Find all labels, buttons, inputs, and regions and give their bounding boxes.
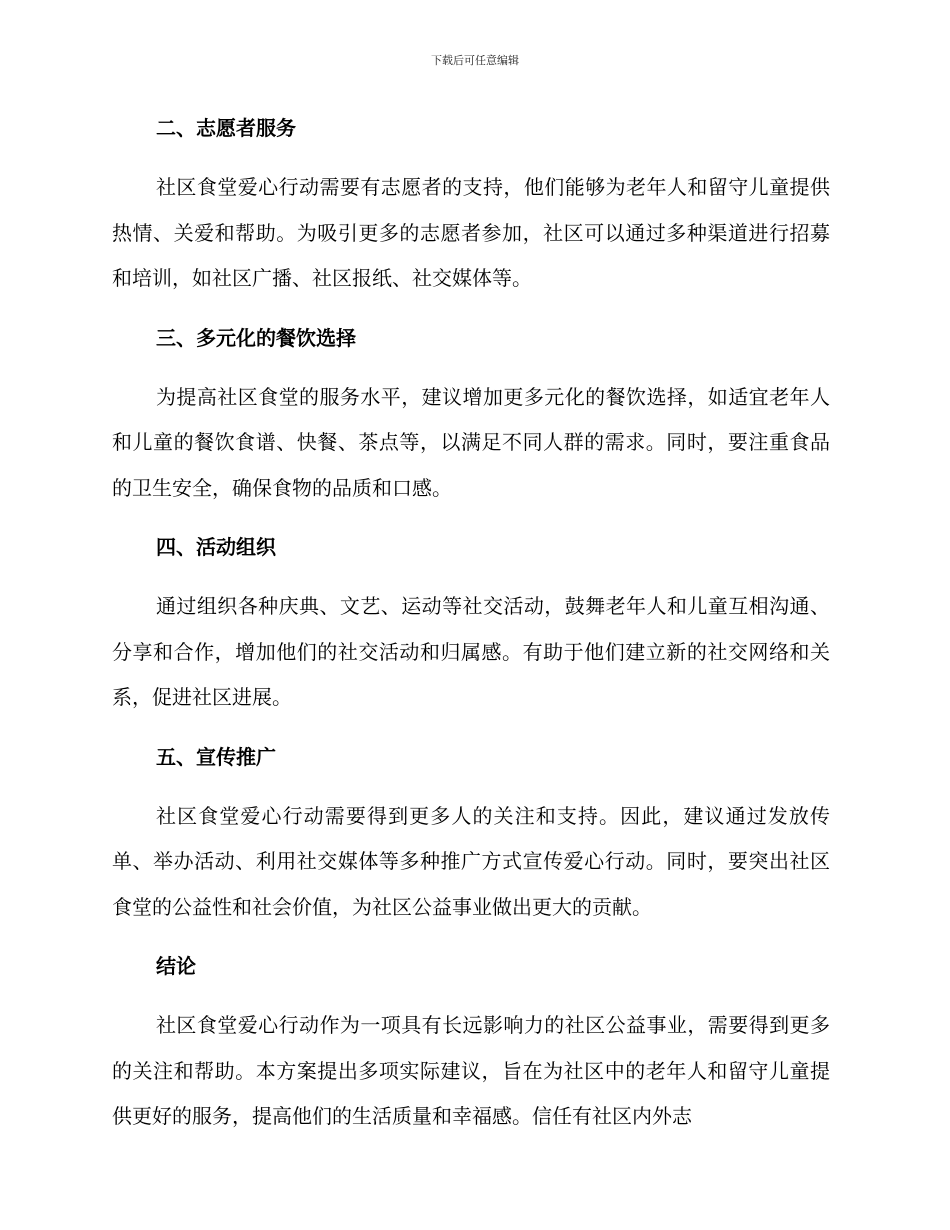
section-paragraph-conclusion: 社区食堂爱心行动作为一项具有长远影响力的社区公益事业，需要得到更多的关注和帮助。本方案提出多项实际建议，旨在为社区中的老年人和留守儿童提供更好的服务，提高他们的生活质量和幸福感。信任有社区内外志 <box>112 1013 830 1128</box>
section-paragraph-activity-organization: 通过组织各种庆典、文艺、运动等社交活动，鼓舞老年人和儿童互相沟通、分享和合作，增加他们的社交活动和归属感。有助于他们建立新的社交网络和关系，促进社区进展。 <box>112 594 830 709</box>
page-header: 下载后可任意编辑 <box>431 54 519 67</box>
section-paragraph-diverse-dining: 为提高社区食堂的服务水平，建议增加更多元化的餐饮选择，如适宜老年人和儿童的餐饮食谱、快餐、茶点等，以满足不同人群的需求。同时，要注重食品的卫生安全，确保食物的品质和口感。 <box>112 384 830 500</box>
section-paragraph-volunteer-service: 社区食堂爱心行动需要有志愿者的支持，他们能够为老年人和留守儿童提供热情、关爱和帮助。为吸引更多的志愿者参加，社区可以通过多种渠道进行招募和培训，如社区广播、社区报纸、社交媒体等。 <box>112 175 830 290</box>
section-heading-activity-organization: 四、活动组织 <box>156 535 276 559</box>
section-heading-diverse-dining: 三、多元化的餐饮选择 <box>156 325 356 350</box>
document-body <box>112 106 830 1154</box>
section-paragraph-promotion: 社区食堂爱心行动需要得到更多人的关注和支持。因此，建议通过发放传单、举办活动、利用社交媒体等多种推广方式宣传爱心行动。同时，要突出社区食堂的公益性和社会价值，为社区公益事业做出更大的贡献。 <box>112 803 830 919</box>
section-heading-conclusion: 结论 <box>156 954 196 978</box>
section-heading-promotion: 五、宣传推广 <box>156 744 276 769</box>
section-heading-volunteer-service: 二、志愿者服务 <box>156 116 296 140</box>
